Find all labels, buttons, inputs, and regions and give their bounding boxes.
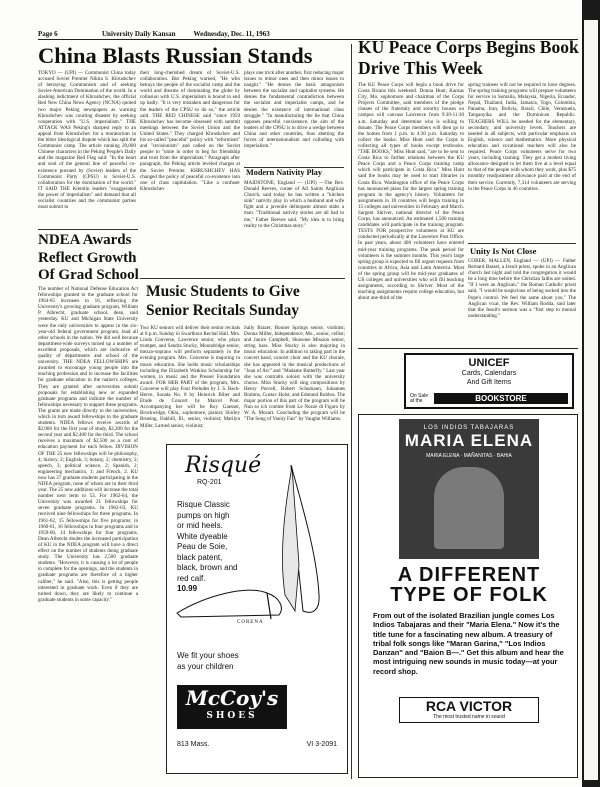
divider bbox=[140, 278, 345, 279]
divider bbox=[468, 243, 576, 244]
ku-col-2: spring trainees will not be required to have degrees. The spring training programs will prepare volunteers for service in Somalia, Malaysia, Nigeria, Ecuador, Nepal, Thailand, India, Jamaica, Togo, Columbia, Panama, Iran, Bolivia, Brazil, Chile, Venezuela, Tanganyika and the Dominican Republic. TEACHERS WILL be needed for the elementary, secondary, and university levels. Teachers are needed in all subjects, with particular emphasis on English, science and mathematics. More physical education and vocational teachers will also be required. Peace Corps volunteers serve for two years, including training. They get a modest living allowance designed to let them live at a level equal to that of the people with whom they work, plus $75 monthly readjustment allowance paid at the end of their service. Currently, 7,314 volunteers are serving in the Peace Corps in 46 countries. bbox=[468, 82, 576, 192]
headline-china: China Blasts Russian Stands bbox=[38, 43, 313, 68]
phone-text: VI 3-2091 bbox=[306, 741, 337, 748]
album-title: MARIA ELENA bbox=[404, 431, 534, 450]
divider bbox=[38, 229, 138, 230]
ad-line: black, brown and bbox=[177, 563, 238, 572]
store-name: McCoy's bbox=[185, 686, 279, 710]
album-headline-line: A DIFFERENT bbox=[397, 564, 541, 586]
headline-music: Music Students to Give Senior Recitals Sunday bbox=[146, 283, 300, 319]
album-songs: MARIA ELENA · MAÑANITAS · BAHIA bbox=[426, 453, 512, 459]
shoe-caption: CORENA bbox=[237, 620, 264, 625]
unity-text: COBER, MALLEN, England — (UPI) — Father Bernard Basset, a Jesuit priest, spoke in an Anglican church last night and told the congregation it would be a long time before the Christian faiths are united. "If I were an Anglican," the Roman Catholic priest said, "I would be suspicious of being sucked into the Pope's control. We feel the same about you." The Anglican vicar, the Rev. William Rodda, said later that the Jesuit's sermon was a "first step to mutual understanding." bbox=[468, 258, 576, 319]
unicef-line: And Gift Items bbox=[466, 379, 512, 386]
album-cover-art bbox=[434, 467, 504, 549]
store-address bbox=[177, 741, 337, 748]
ad-tagline-line: We fit your shoes bbox=[177, 651, 239, 660]
unicef-advertisement bbox=[404, 353, 574, 409]
ad-line: Risque Classic bbox=[177, 500, 230, 509]
headline-nativity: Modern Nativity Play bbox=[246, 168, 322, 177]
rca-logo bbox=[399, 697, 539, 723]
divider bbox=[358, 348, 578, 349]
address-text: 813 Mass. bbox=[177, 741, 210, 748]
ad-line: pumps on high bbox=[177, 510, 230, 520]
unicef-line: Cards, Calendars bbox=[461, 370, 517, 377]
ad-line: black patent, bbox=[177, 552, 223, 562]
shoe-advertisement bbox=[166, 444, 348, 774]
ad-tagline-line: as your children bbox=[177, 662, 234, 671]
ad-line: White dyeable bbox=[177, 531, 228, 541]
label-slogan: The most trusted name in sound bbox=[433, 714, 505, 720]
ad-line: Peau de Soie, bbox=[177, 542, 228, 551]
nativity-text: MAIDSTONE, England — (UPI) —The Rev. Donald Reeves, curate of All Saints Anglican Church, said today he has written a "kitchen sink" nativity play in which a husband and wife fight and a juvenile delinquent almost stabs a man. "Traditional nativity stories are all bad to me," Father Reeves said. "My idea is to bring reality to the Christmas story." bbox=[244, 180, 344, 229]
ad-brand: Risqué bbox=[185, 453, 262, 478]
ndea-text: The number of National Defense Education Act fellowships granted to the graduate school for 1964-65 increases to 16, reflecting the University's growing graduate program, William P. Albrecht, graduate school, dean, said yesterday. KU and Michigan State University were the only universities to appear in the six-year-old federal government program, lead all other schools in the nation. We did well because department-wide surveys turned up a number of excellent proposals, which are indicative of quality of departments and school of the university. THE NDEA FELLOWSHIPS are awarded to encourage young people into the teaching profession and to increase the facilities for graduate education in the nation's colleges. They are granted after universities submit proposals for establishing new or expanded graduate programs and indicate the number of fellowships necessary to support these programs. The grants are made directly to the universities, which in turn award fellowships to the graduate students. NDEA fellows receive awards of $2,000 for the first year of study, $2,200 for the second year and $2,400 for the third. The school receives a maximum of $2,500 as a cost of education payment for each fellow. DIVISION OF THE 25 new fellowships will be philosophy, 4; history, 2; English, 3; botany, 2; chemistry, 2; speech, 3; political science, 2; Spanish, 2; engineering mechanics, 1; and French, 2. KU now has 37 graduate students participating in the NDEA program, none of whom are in their third year. The 25 new additions will increase the total number next term to 53. For 1962-64, the University was awarded 21 fellowships for seven graduate programs. In 1962-63, KU received nine fellowships for three programs. In 1961-62, 15 fellowships for five programs; in 1960-61, 16 fellowships in four programs and in 1959-60, 14 fellowships for four programs. Dean Albrecht doubts the increased participation of KU in the NDEA program will have a direct effect on the number of students doing graduate study. The University has 2,500 graduate students. "However, it is causing a lot of people to complete for the openings, and the students in graduate programs are therefore of a higher caliber," he said. "Also, this is getting people interested in graduate work. Even if they are turned down, they are likely to continue a graduate students in some capacity." bbox=[38, 286, 138, 603]
album-body: From out of the isolated Brazilian jungle comes Los Indios Tabajaras and their "Maria Elena." Now it's the title tune for a fascinating new album. A treasury of tribal folk songs like "Maran Garina," "Los Indios Danzan" and "Baion B—." Get this album and hear the most intriguing new sounds in music today—at your record shop. bbox=[373, 611, 564, 676]
page-number: Page 6 bbox=[38, 30, 58, 38]
ad-line: or mid heels. bbox=[177, 521, 223, 530]
adjacent-page-edge bbox=[582, 0, 600, 787]
store-type: SHOES bbox=[206, 711, 258, 721]
issue-date: Wednesday, Dec. 11, 1963 bbox=[193, 30, 270, 38]
headline-unity: Unity Is Not Close bbox=[470, 246, 537, 256]
album-headline bbox=[369, 565, 569, 605]
album-headline-line: TYPE OF FOLK bbox=[390, 584, 548, 606]
paper-name: University Daily Kansan bbox=[102, 30, 176, 38]
unicef-store: BOOKSTORE bbox=[434, 393, 568, 404]
china-col-2: their long-cherished dream of Soviet-U.S. collaboration. But Peking warned, "He who betrays the people of the socialist camp and the world and dreams of dominating the globe by collusion with U.S. imperialism is bound to end up badly. "It is very mistaken and dangerous for the leaders of the CPSU to do so," the article said. THE RED CHINESE said "since 1959 Khrushchev has become obsessed with summit meetings between the Soviet Union and the United States." They charged Khrushchev and his so-called "peaceful" policy with "reformism" and "revisionism" and called on the Soviet people to "unite in order to beg for friendship and trust from the imperialists." Paragraph after paragraph, the Peking article leveled charges at the Soviet Premier. KHRUSHCHEV HAS changed the policy of peaceful co-existence into one of class capitulation. "Like a confuser Khrushchev bbox=[140, 70, 240, 192]
ad-style-code: RQ-201 bbox=[197, 479, 222, 486]
ad-price: 10.99 bbox=[177, 584, 198, 593]
china-col-3: plays one trick after another, first reducing major issues to minor ones and then minor issues to naught." "He denies the basic antagonism between the socialist and capitalist systems. He denies the fundamental contradiction between the socialist and imperialist camps, and he denies the existence of international class struggle." "In manufacturing the lie that China opposes peaceful coexistence, the aim of the leaders of the CPSU is to drive a wedge between China and other countries, thus abetting the forces of internationalism and colluding with imperialism." bbox=[244, 70, 344, 150]
adjacent-page-strip bbox=[584, 20, 598, 780]
album-advertisement bbox=[358, 414, 578, 778]
ad-line: red calf. bbox=[177, 573, 206, 583]
headline-ndea: NDEA Awards Reflect Growth Of Grad School bbox=[38, 232, 139, 283]
ad-tagline bbox=[177, 650, 297, 672]
china-col-1: TOKYO — (UPI) — Communist China today accused Soviet Premier Nikita S. Khrushchev of betraying Communism and of seeking Soviet-American Domination of the world. In a slashing indictment of Khrushchev, the official Red New China News Agency (NCNA) quoted two major Peking newspapers as warning Khrushchev was courting disaster by seeking cooperation with "U.S. imperialism." THE ATTACK WAS Peking's sharpest reply to an appeal from Khrushchev for a moratorium in the bitter ideological dispute which has split the Communist camp. The article running 20,000 Chinese characters in the Peking People's Daily and the magazine Red Flag said: "In the heart and soul of the general line of peaceful co-existence pursued by (Soviet) leaders of the Communist Party (CPSU) is Soviet-U.S. collaboration for the domination of the world." IT SAID THE Kremlin leaders "exaggerated the power of imperialism" and demand that all socialist countries and the communist parties must submit to bbox=[38, 70, 136, 211]
store-logo bbox=[177, 685, 287, 729]
ku-col-1: The KU Peace Corps will begin a book drive for Costa Ricans this weekend. Donna Hunt, Kansas City, Mo. sophomore and chairman of the Corps Projects Committee, said members of the pledge classes of the fraternity and sorority houses on campus will canvass Lawrence from 9:30-11:30 a.m. Saturday and determine who is willing to donate. The Peace Corps members will then go to the homes from 1 p.m. to 4:30 p.m. Saturday to collect the books. Miss Hunt said the Corps is collecting all types of books except textbooks. "THE BOOKS," Miss Hunt said, "are to be sent to Costa Rica to further relations between the KU Peace Corps and a Peace Corps training camp which will participate in Costa Rica." Miss Hunt said the books may be used to start libraries in Costa Rica. Washington office of the Peace Corps has announced plans for the largest spring training program in the agency's history. Volunteers for assignments in 18 countries will begin training in 15 colleges and universities in February and March. Sargent Shriver, national director of the Peace Corps, has announced. An estimated 1,500 training candidates will participate in the training program. TESTS FOR prospective volunteers at KU are conducted periodically at the Lawrence Post Office. In past years, about 400 volunteers have entered mid-year training programs. The peak period for volunteers is the summer months. This year's large spring group is expected to fill urgent requests from countries in Africa, Asia and Latin America. Most of the spring group will be mid-year graduates of US colleges and universities who will fill teaching assignments, according to Shriver. Most of the teaching assignments require college education, but about one-third of the bbox=[358, 82, 464, 302]
unicef-sale-text: On Sale at the bbox=[410, 393, 429, 404]
album-cover bbox=[399, 419, 539, 559]
music-col-1: Two KU seniors will deliver their senior recitals at 8 p.m. Sunday in Swarthout Recital Hall. Mrs. Linda Converse, Lawrence senior, who plays trumpet, and Sandra Stucky, Moundridge senior, mezzo-soprano will perform separately in the evening program. Mrs. Converse is majoring in music education. She holds music scholarships including the Elizabeth Watkins Scholarship for women, in music and the Presser Foundation award. FOR HER PART of the program, Mrs. Converse will play Four Preludes by J. S. Bach-Herve, Sonata No. 8 by Heinrich Biber and Etude de Concert by Marcel Poot. Accompanying her will be Roy Gaesser, Brockwidge, Okla., sophomore, pianist; Shirley Brueing, Oakhill, Ill., senior, violinist; Marilyn Miller, Larned senior, violinist; bbox=[140, 325, 240, 429]
label-name: RCA VICTOR bbox=[425, 698, 513, 714]
album-artist: LOS INDIOS TABAJARAS bbox=[423, 425, 515, 431]
unicef-title: UNICEF bbox=[468, 357, 510, 369]
column-rule bbox=[351, 44, 352, 779]
music-col-2: Sally Brazer, Bonner Springs senior, violinist; Donna Miller, Independence, Mo., senior, cellist; and Janice Campbell, Shawnee Mission senior, string bass. Miss Stucky is also majoring in music education. In addition to taking part in the concert band, concert choir and the KU chorale, she has appeared in the musical productions of "Joan of Arc" and "Madame Butterfly." Last year she was contralto soloist with the university chorus. Miss Stucky will sing compositions by Henry Purcell, Robert Schumann, Johannes Brahms, Gustav Holst, and Edmund Rubbra. The major portion of this part of the program will be Nun so ich comme from Le Nozze di Figaro by W. A. Mozart. Concluding the program will be "The Song of Vanity Fair" by Vaughn Williams. bbox=[244, 325, 345, 423]
headline-ku-peace-corps: KU Peace Corps Begins Book Drive This Week bbox=[358, 37, 579, 78]
shoe-illustration bbox=[167, 445, 349, 645]
